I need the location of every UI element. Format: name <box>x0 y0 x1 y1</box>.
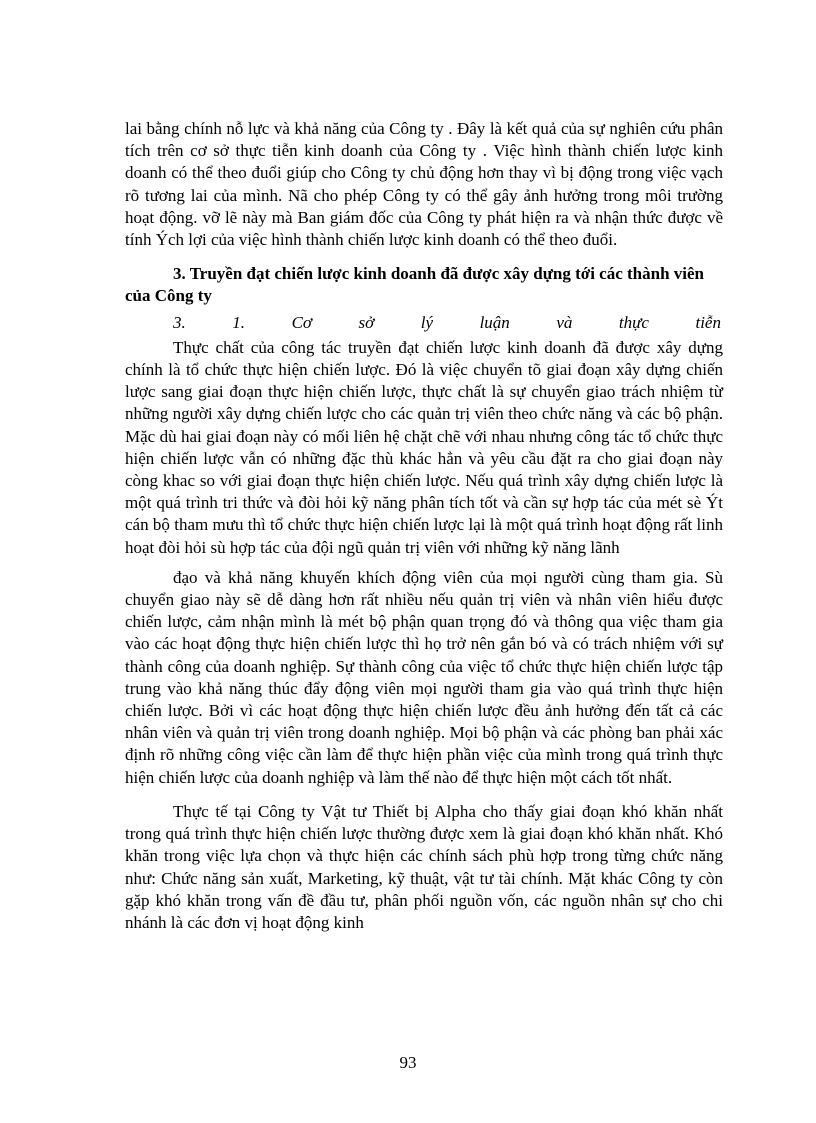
subsection-heading <box>125 312 723 334</box>
paragraph-2: Thực chất của công tác truyền đạt chiến lược kinh doanh đã được xây dựng chính là tổ chức thực hiện chiến lược. Đó là việc chuyển tõ giai đoạn xây dựng chiến lược sang giai đoạn thực hiện chiến lược, thực chất là sự chuyển giao trách nhiệm từ những người xây dựng chiến lược cho các quản trị viên theo chức năng và các bộ phận. Mặc dù hai giai đoạn này có mối liên hệ chặt chẽ với nhau nhưng công tác tổ chức thực hiện chiến lược vẫn có những đặc thù khác hẳn và yêu cầu đặt ra cho giai đoạn này còng khac so với giai đoạn thực hiện chiến lược. Nếu quá trình xây dựng chiến lược là một quá trình tri thức và đòi hỏi kỹ năng phân tích tốt và cần sự hợp tác của mét sè Ýt cán bộ tham mưu thì tổ chức thực hiện chiến lược lại là một quá trình hoạt động rất linh hoạt đòi hỏi sù hợp tác của đội ngũ quản trị viên với những kỹ năng lãnh <box>125 337 723 557</box>
subheading-word: 1. <box>232 312 246 332</box>
subheading-word: thực <box>618 312 649 332</box>
subheading-word: sở <box>358 312 375 332</box>
subheading-word: tiễn <box>695 312 721 332</box>
paragraph-1: lai bằng chính nỗ lực và khả năng của Công ty . Đây là kết quả của sự nghiên cứu phân tích trên cơ sở thực tiễn kinh doanh của Công ty . Việc hình thành chiến lược kinh doanh có thể theo đuổi giúp cho Công ty chủ động hơn thay vì bị động trong việc vạch rõ tương lai của mình. Nã cho phép Công ty có thể gây ảnh hưởng trong môi trường hoạt động. vỡ lẽ này mà Ban giám đốc của Công ty phát hiện ra và nhận thức được về tính Ých lợi của việc hình thành chiến lược kinh doanh có thể theo đuổi. <box>125 119 723 250</box>
subheading-word: 3. <box>173 312 186 332</box>
section-heading: 3. Truyền đạt chiến lược kinh doanh đã được xây dựng tới các thành viên của Công ty <box>125 264 705 306</box>
subheading-word: luận <box>479 312 510 332</box>
subheading-word: lý <box>420 312 434 332</box>
document-page <box>125 118 723 934</box>
page-number: 93 <box>399 1053 417 1072</box>
subheading-word: Cơ <box>291 312 312 332</box>
paragraph-4: Thực tế tại Công ty Vật tư Thiết bị Alpha cho thấy giai đoạn khó khăn nhất trong quá trình thực hiện chiến lược thường được xem là giai đoạn khó khăn nhất. Khó khăn trong việc lựa chọn và thực hiện các chính sách phù hợp trong từng chức năng như: Chức năng sản xuất, Marketing, kỹ thuật, vật tư tài chính. Mặt khác Công ty còn gặp khó khăn trong vấn đề đầu tư, phân phối nguồn vốn, các nguồn nhân sự cho chi nhánh là các đơn vị hoạt động kinh <box>125 801 723 932</box>
subheading-word: và <box>556 312 573 332</box>
paragraph-3: đạo và khả năng khuyến khích động viên của mọi người cùng tham gia. Sù chuyển giao này sẽ dễ dàng hơn rất nhiều nếu quản trị viên và nhân viên hiểu được chiến lược, cảm nhận mình là mét bộ phận quan trọng đó và thông qua việc tham gia vào các hoạt động thực hiện chiến lược thì họ trở nên gắn bó và có trách nhiệm với sự thành công của doanh nghiệp. Sự thành công của việc tổ chức thực hiện chiến lược tập trung vào khả năng thúc đẩy động viên mọi người tham gia vào quá trình thực hiện chiến lược. Bởi vì các hoạt động thực hiện chiến lược đều ảnh hưởng đến tất cả các nhân viên và quản trị viên trong doanh nghiệp. Mọi bộ phận và các phòng ban phải xác định rõ những công việc cần làm để thực hiện phần việc của mình trong quá trình thực hiện chiến lược của doanh nghiệp và làm thế nào để thực hiện một cách tốt nhất. <box>125 567 723 787</box>
